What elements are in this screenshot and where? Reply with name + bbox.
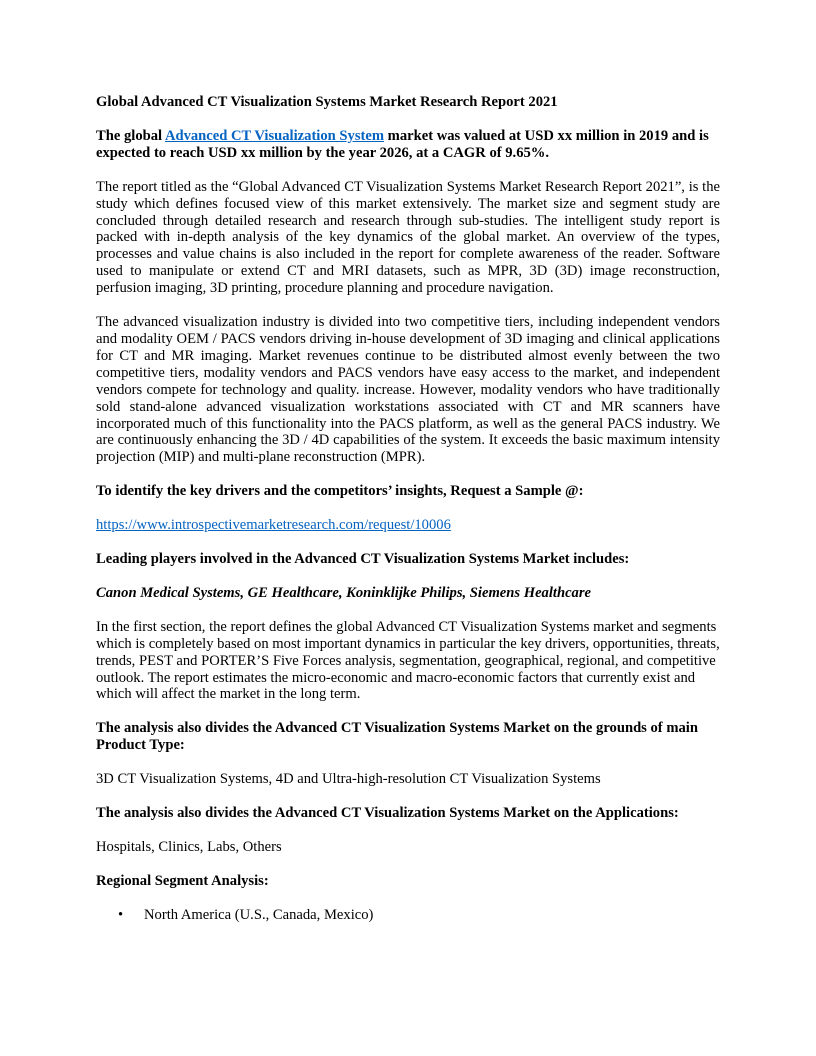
intro-prefix: The global	[96, 127, 165, 144]
product-types: 3D CT Visualization Systems, 4D and Ultra-high-resolution CT Visualization Systems	[96, 771, 601, 788]
sample-url-line	[96, 517, 720, 534]
bullet-icon: •	[118, 906, 124, 923]
document-page	[96, 94, 720, 924]
overview-paragraph: The report titled as the “Global Advanced CT Visualization Systems Market Research Report 2021”, is the study which defines focused view of this market extensively. The market size and segment study are concluded through detailed research and research through sub-studies. The intelligent study report is packed with in-depth analysis of the key dynamics of the global market. An overview of the types, processes and value chains is also included in the report for complete awareness of the reader. Software used to manipulate or extend CT and MRI datasets, such as MPR, 3D (3D) image reconstruction, perfusion imaging, 3D printing, procedure planning and procedure navigation.	[96, 178, 720, 297]
sample-heading: To identify the key drivers and the competitors’ insights, Request a Sample @:	[96, 483, 584, 500]
product-link[interactable]: Advanced CT Visualization System	[164, 127, 385, 144]
product-type-heading: The analysis also divides the Advanced CT Visualization Systems Market on the grounds of main Product Type:	[96, 720, 698, 754]
industry-paragraph: The advanced visualization industry is divided into two competitive tiers, including independent vendors and modality OEM / PACS vendors driving in-house development of 3D imaging and clinical applications for CT and MR imaging. Market revenues continue to be distributed almost evenly between the two competitive tiers, modality vendors and PACS vendors have easy access to the market, and independent vendors compete for technology and quality. increase. However, modality vendors who have traditionally sold stand-alone advanced visualization workstations associated with CT and MR scanners have incorporated much of this functionality into the PACS platform, as well as the general PACS industry. We are continuously enhancing the 3D / 4D capabilities of the system. It exceeds the basic maximum intensity projection (MIP) and multi-plane reconstruction (MPR).	[96, 314, 720, 466]
regions-list	[96, 907, 720, 924]
intro-paragraph	[96, 128, 720, 162]
intro-suffix: market was valued at USD xx million in 2019 and is expected to reach USD xx million by the year 2026, at a CAGR of 9.65%.	[96, 127, 709, 161]
region-label: North America (U.S., Canada, Mexico)	[144, 906, 374, 923]
list-item	[96, 907, 720, 924]
players-heading: Leading players involved in the Advanced CT Visualization Systems Market includes:	[96, 551, 630, 568]
regional-heading: Regional Segment Analysis:	[96, 872, 269, 889]
report-title: Global Advanced CT Visualization Systems Market Research Report 2021	[96, 94, 558, 110]
applications-list: Hospitals, Clinics, Labs, Others	[96, 839, 282, 855]
players-list: Canon Medical Systems, GE Healthcare, Koninklijke Philips, Siemens Healthcare	[96, 584, 591, 601]
applications-heading: The analysis also divides the Advanced CT Visualization Systems Market on the Applications:	[96, 805, 679, 822]
sample-request-link[interactable]: https://www.introspectivemarketresearch.com/request/10006	[96, 517, 451, 534]
first-section-paragraph: In the first section, the report defines the global Advanced CT Visualization Systems market and segments which is completely based on most important dynamics in particular the key drivers, opportunities, threats, trends, PEST and PORTER’S Five Forces analysis, segmentation, geographical, regional, and competitive outlook. The report estimates the micro-economic and macro-economic factors that currently exist and which will affect the market in the long term.	[96, 618, 720, 703]
